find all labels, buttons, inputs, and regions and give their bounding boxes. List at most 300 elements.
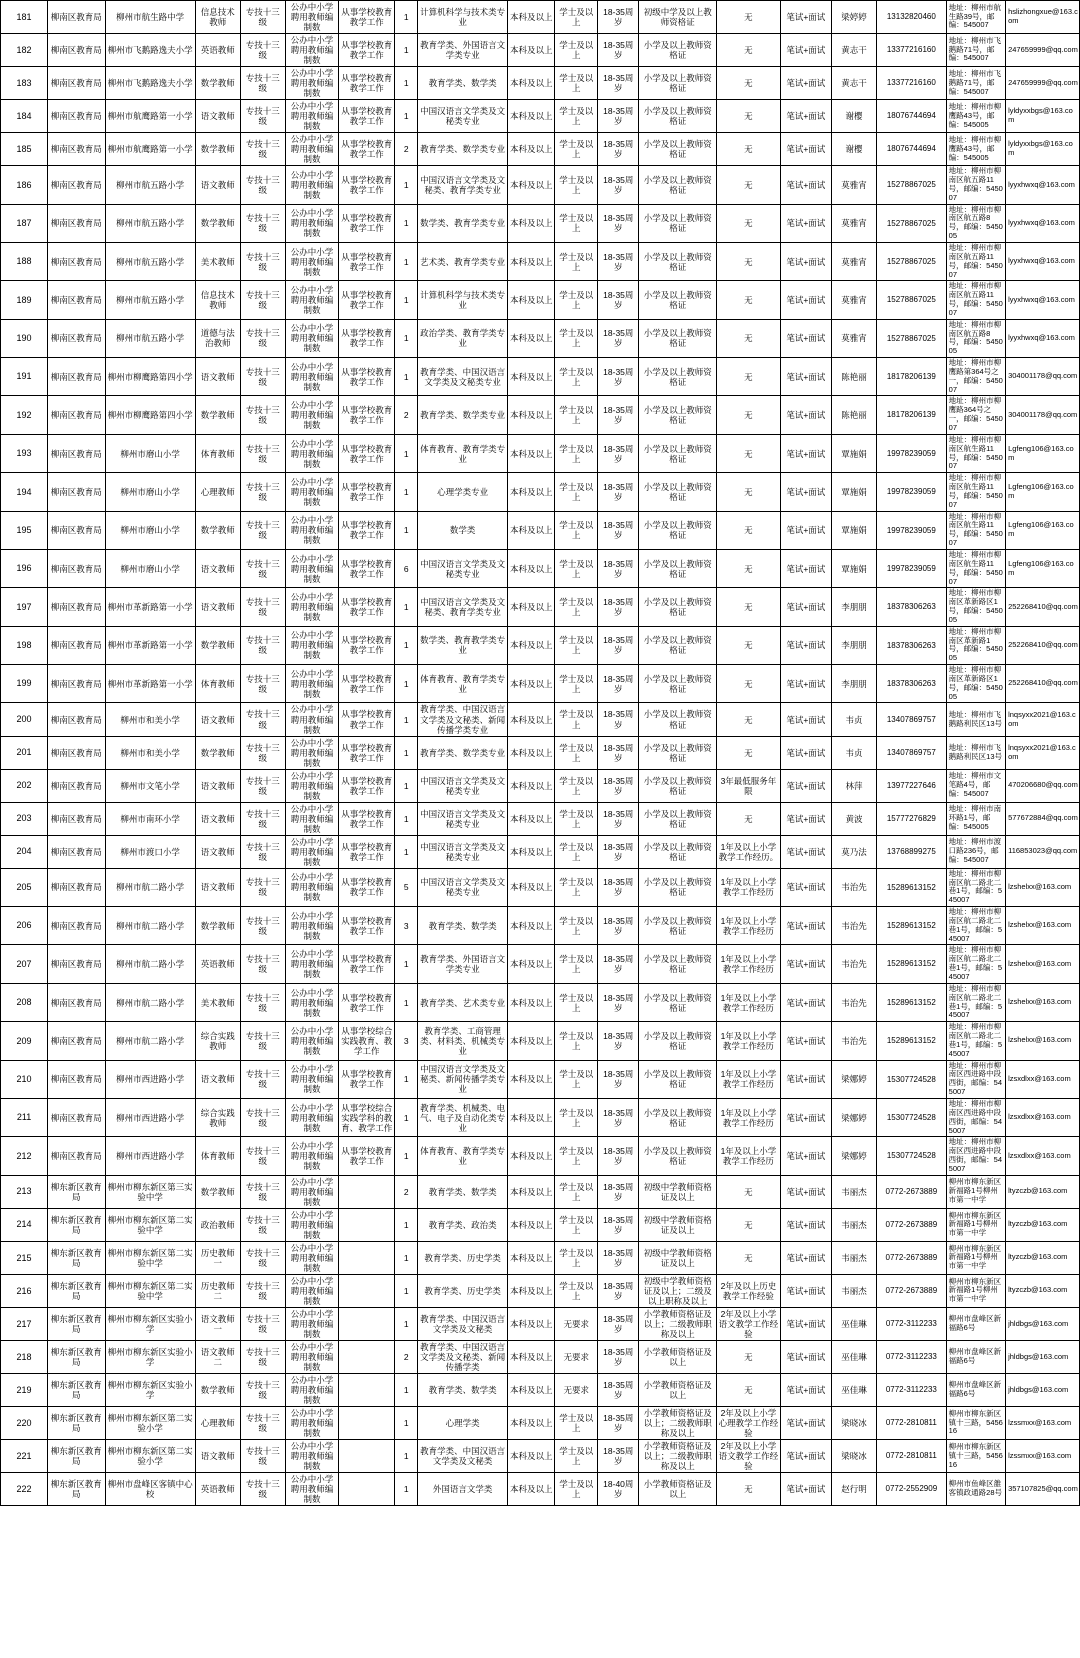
cell-unit: 柳州市飞鹅路逸夫小学	[105, 34, 195, 67]
cell-other: 无	[717, 1208, 781, 1241]
cell-phone: 15278867025	[877, 281, 947, 319]
cell-major: 教育学类、数学类	[417, 1374, 507, 1407]
table-row	[1, 1098, 1080, 1136]
cell-major: 教育学类、工商管理类、材料类、机械类专业	[417, 1022, 507, 1060]
cell-age: 18-35周岁	[598, 1274, 639, 1307]
cell-contact: 林萍	[831, 769, 876, 802]
cell-brief	[339, 1241, 395, 1274]
table-row	[1, 1274, 1080, 1307]
cell-grade: 专技十三级	[240, 204, 285, 242]
cell-age: 18-35周岁	[598, 868, 639, 906]
cell-dept: 柳东新区教育局	[48, 1473, 105, 1506]
cell-other: 无	[717, 736, 781, 769]
cell-no: 188	[1, 242, 48, 280]
cell-exam: 笔试+面试	[780, 67, 831, 100]
cell-brief: 从事学校教育教学工作	[339, 983, 395, 1021]
cell-mail: Lgfeng106@163.com	[1006, 511, 1080, 549]
cell-brief: 从事学校教育教学工作	[339, 133, 395, 166]
cell-addr: 地址：柳州市柳南区革新路区1号，邮编：545005	[946, 665, 1005, 703]
cell-degree: 无要求	[555, 1307, 598, 1340]
cell-num: 1	[395, 166, 418, 204]
cell-mail: 357107825@qq.com	[1006, 1473, 1080, 1506]
cell-unit: 柳州市柳东新区第二实验小学	[105, 1440, 195, 1473]
cell-dept: 柳东新区教育局	[48, 1208, 105, 1241]
cell-post: 语文教师	[195, 868, 240, 906]
cell-exam: 笔试+面试	[780, 665, 831, 703]
cell-exam: 笔试+面试	[780, 1137, 831, 1175]
cell-cat: 公办中小学聘用教师编制数	[285, 434, 338, 472]
cell-num: 1	[395, 473, 418, 511]
cell-edu: 本科及以上	[508, 802, 555, 835]
cell-unit: 柳州市航五路小学	[105, 204, 195, 242]
cell-cert: 小学教师资格证及以上；二级教师职称及以上	[639, 1307, 717, 1340]
cell-grade: 专技十三级	[240, 1098, 285, 1136]
cell-grade: 专技十三级	[240, 769, 285, 802]
cell-cat: 公办中小学聘用教师编制数	[285, 1440, 338, 1473]
cell-exam: 笔试+面试	[780, 1241, 831, 1274]
cell-no: 203	[1, 802, 48, 835]
cell-contact: 李朋朋	[831, 588, 876, 626]
cell-mail: lyyxhwxq@163.com	[1006, 204, 1080, 242]
cell-no: 194	[1, 473, 48, 511]
cell-major: 中国汉语言文学类及文秘类专业	[417, 769, 507, 802]
cell-degree: 学士及以上	[555, 511, 598, 549]
cell-major: 中国汉语言文学类及文秘类、教育学类专业	[417, 166, 507, 204]
cell-degree: 学士及以上	[555, 945, 598, 983]
table-row	[1, 1060, 1080, 1098]
cell-grade: 专技十三级	[240, 319, 285, 357]
cell-grade: 专技十三级	[240, 242, 285, 280]
table-row	[1, 511, 1080, 549]
cell-dept: 柳东新区教育局	[48, 1274, 105, 1307]
cell-other: 无	[717, 588, 781, 626]
cell-age: 18-35周岁	[598, 983, 639, 1021]
cell-cat: 公办中小学聘用教师编制数	[285, 1, 338, 34]
cell-mail: ltyzczb@163.com	[1006, 1241, 1080, 1274]
cell-post: 数学教师	[195, 1175, 240, 1208]
cell-major: 中国汉语言文学类及文秘类专业	[417, 835, 507, 868]
cell-exam: 笔试+面试	[780, 1340, 831, 1373]
cell-no: 181	[1, 1, 48, 34]
cell-contact: 巫佳琳	[831, 1374, 876, 1407]
cell-num: 1	[395, 1241, 418, 1274]
cell-addr: 地址：柳州市柳南区航生路11号，邮编：545007	[946, 549, 1005, 587]
cell-post: 语文教师	[195, 769, 240, 802]
cell-mail: ltyzczb@163.com	[1006, 1175, 1080, 1208]
cell-degree: 学士及以上	[555, 396, 598, 434]
cell-brief: 从事学校教育教学工作	[339, 802, 395, 835]
cell-cat: 公办中小学聘用教师编制数	[285, 281, 338, 319]
cell-addr: 柳州市柳东新区新福路1号柳州市第一中学	[946, 1241, 1005, 1274]
cell-brief: 从事学校教育教学工作	[339, 703, 395, 736]
cell-major: 体育教育、教育学类专业	[417, 434, 507, 472]
cell-edu: 本科及以上	[508, 868, 555, 906]
cell-grade: 专技十三级	[240, 67, 285, 100]
cell-edu: 本科及以上	[508, 703, 555, 736]
cell-grade: 专技十三级	[240, 1022, 285, 1060]
cell-num: 1	[395, 434, 418, 472]
cell-cat: 公办中小学聘用教师编制数	[285, 1241, 338, 1274]
cell-brief: 从事学校教育教学工作	[339, 319, 395, 357]
cell-cert: 小学教师资格证及以上；二级教师职称及以上	[639, 1440, 717, 1473]
cell-exam: 笔试+面试	[780, 802, 831, 835]
cell-addr: 地址：柳州市柳南区航五路8号，邮编：545005	[946, 319, 1005, 357]
cell-exam: 笔试+面试	[780, 434, 831, 472]
cell-unit: 柳州市磨山小学	[105, 549, 195, 587]
cell-num: 1	[395, 945, 418, 983]
cell-contact: 韦治先	[831, 945, 876, 983]
cell-cert: 初级中学及以上教师资格证	[639, 1, 717, 34]
cell-num: 1	[395, 67, 418, 100]
cell-unit: 柳州市航五路小学	[105, 281, 195, 319]
cell-edu: 本科及以上	[508, 1440, 555, 1473]
cell-post: 政治教师	[195, 1208, 240, 1241]
cell-post: 道德与法治教师	[195, 319, 240, 357]
cell-contact: 赵行明	[831, 1473, 876, 1506]
cell-cat: 公办中小学聘用教师编制数	[285, 358, 338, 396]
cell-age: 18-35周岁	[598, 1098, 639, 1136]
cell-cat: 公办中小学聘用教师编制数	[285, 1473, 338, 1506]
cell-grade: 专技十三级	[240, 1440, 285, 1473]
cell-num: 1	[395, 703, 418, 736]
cell-no: 204	[1, 835, 48, 868]
cell-no: 200	[1, 703, 48, 736]
cell-cat: 公办中小学聘用教师编制数	[285, 204, 338, 242]
cell-unit: 柳州市渡口小学	[105, 835, 195, 868]
table-row	[1, 1374, 1080, 1407]
cell-dept: 柳南区教育局	[48, 511, 105, 549]
cell-cert: 小学及以上教师资格证	[639, 281, 717, 319]
cell-age: 18-35周岁	[598, 1374, 639, 1407]
cell-phone: 13132820460	[877, 1, 947, 34]
cell-major: 教育学类、数学类专业	[417, 133, 507, 166]
cell-grade: 专技十三级	[240, 434, 285, 472]
cell-dept: 柳南区教育局	[48, 588, 105, 626]
cell-edu: 本科及以上	[508, 1098, 555, 1136]
cell-num: 1	[395, 358, 418, 396]
cell-post: 历史教师一	[195, 1241, 240, 1274]
cell-degree: 学士及以上	[555, 802, 598, 835]
cell-dept: 柳南区教育局	[48, 945, 105, 983]
cell-dept: 柳南区教育局	[48, 1098, 105, 1136]
cell-post: 语文教师二	[195, 1340, 240, 1373]
cell-mail: 247659999@qq.com	[1006, 34, 1080, 67]
cell-post: 综合实践教师	[195, 1098, 240, 1136]
cell-addr: 柳州市鱼峰区雒客镇政通路28号	[946, 1473, 1005, 1506]
cell-exam: 笔试+面试	[780, 626, 831, 664]
cell-major: 教育学类、历史学类	[417, 1274, 507, 1307]
cell-brief: 从事学校教育教学工作	[339, 736, 395, 769]
cell-mail: lnqsyxx2021@163.com	[1006, 736, 1080, 769]
cell-num: 1	[395, 1274, 418, 1307]
cell-post: 历史教师二	[195, 1274, 240, 1307]
cell-num: 1	[395, 1, 418, 34]
cell-num: 2	[395, 1340, 418, 1373]
cell-cat: 公办中小学聘用教师编制数	[285, 1274, 338, 1307]
cell-major: 教育学类、数学类专业	[417, 736, 507, 769]
cell-phone: 18378306263	[877, 626, 947, 664]
cell-unit: 柳州市柳东新区第二实验中学	[105, 1274, 195, 1307]
cell-unit: 柳州市磨山小学	[105, 473, 195, 511]
cell-contact: 莫雅宵	[831, 242, 876, 280]
cell-brief: 从事学校教育教学工作	[339, 100, 395, 133]
cell-no: 196	[1, 549, 48, 587]
cell-exam: 笔试+面试	[780, 511, 831, 549]
cell-major: 教育学类、数学类	[417, 1175, 507, 1208]
cell-brief: 从事学校教育教学工作	[339, 166, 395, 204]
cell-grade: 专技十三级	[240, 1060, 285, 1098]
cell-edu: 本科及以上	[508, 626, 555, 664]
cell-cat: 公办中小学聘用教师编制数	[285, 1407, 338, 1440]
cell-brief: 从事学校教育教学工作	[339, 281, 395, 319]
cell-major: 中国汉语言文学类及文秘类专业	[417, 868, 507, 906]
cell-other: 无	[717, 511, 781, 549]
cell-grade: 专技十三级	[240, 1374, 285, 1407]
cell-mail: 304001178@qq.com	[1006, 396, 1080, 434]
cell-num: 3	[395, 907, 418, 945]
cell-contact: 覃施娟	[831, 434, 876, 472]
cell-grade: 专技十三级	[240, 1407, 285, 1440]
cell-exam: 笔试+面试	[780, 1274, 831, 1307]
cell-brief	[339, 1208, 395, 1241]
cell-major: 数学类、教育学类专业	[417, 204, 507, 242]
cell-phone: 15289613152	[877, 907, 947, 945]
cell-phone: 15289613152	[877, 983, 947, 1021]
cell-age: 18-35周岁	[598, 1137, 639, 1175]
cell-num: 1	[395, 511, 418, 549]
cell-exam: 笔试+面试	[780, 1307, 831, 1340]
cell-dept: 柳南区教育局	[48, 1022, 105, 1060]
cell-age: 18-35周岁	[598, 319, 639, 357]
cell-phone: 15289613152	[877, 868, 947, 906]
cell-addr: 地址：柳州市文笔路4号，邮编：545007	[946, 769, 1005, 802]
cell-grade: 专技十三级	[240, 1208, 285, 1241]
cell-mail: Lgfeng106@163.com	[1006, 473, 1080, 511]
cell-other: 无	[717, 549, 781, 587]
cell-age: 18-35周岁	[598, 1407, 639, 1440]
cell-addr: 柳州市盘峰区新福路6号	[946, 1307, 1005, 1340]
cell-post: 语文教师	[195, 703, 240, 736]
cell-addr: 地址：柳州市柳南区航五路8号，邮编：545005	[946, 204, 1005, 242]
cell-exam: 笔试+面试	[780, 1440, 831, 1473]
cell-unit: 柳州市柳东新区第二实验中学	[105, 1208, 195, 1241]
table-row	[1, 868, 1080, 906]
cell-addr: 地址：柳州市柳南区革新路1号，邮编：545005	[946, 626, 1005, 664]
cell-other: 无	[717, 358, 781, 396]
cell-unit: 柳州市柳东新区第二实验中学	[105, 1241, 195, 1274]
cell-num: 5	[395, 868, 418, 906]
cell-edu: 本科及以上	[508, 945, 555, 983]
cell-age: 18-35周岁	[598, 1241, 639, 1274]
cell-cat: 公办中小学聘用教师编制数	[285, 736, 338, 769]
cell-age: 18-35周岁	[598, 1340, 639, 1373]
cell-other: 2年及以上小学语文教学工作经验	[718, 1308, 779, 1339]
cell-unit: 柳州市航五路小学	[105, 242, 195, 280]
cell-major: 计算机科学与技术类专业	[417, 281, 507, 319]
cell-unit: 柳州市航二路小学	[105, 945, 195, 983]
cell-num: 2	[395, 1175, 418, 1208]
cell-other: 无	[717, 1175, 781, 1208]
cell-brief: 从事学校教育教学工作	[339, 34, 395, 67]
cell-brief: 从事学校教育教学工作	[339, 835, 395, 868]
cell-no: 205	[1, 868, 48, 906]
cell-unit: 柳州市柳东新区第二实验小学	[105, 1407, 195, 1440]
cell-mail: lzsxdlxx@163.com	[1006, 1137, 1080, 1175]
cell-major: 体育教育、教育学类专业	[417, 665, 507, 703]
cell-age: 18-35周岁	[598, 802, 639, 835]
cell-major: 中国汉语言文学类及文秘类、教育学类专业	[417, 588, 507, 626]
cell-dept: 柳东新区教育局	[48, 1407, 105, 1440]
table-row	[1, 34, 1080, 67]
table-row	[1, 703, 1080, 736]
cell-phone: 0772-3112233	[877, 1340, 947, 1373]
cell-post: 语文教师	[195, 1440, 240, 1473]
cell-mail: Lgfeng106@163.com	[1006, 434, 1080, 472]
cell-unit: 柳州市航二路小学	[105, 1022, 195, 1060]
cell-grade: 专技十三级	[240, 166, 285, 204]
cell-phone: 15289613152	[877, 945, 947, 983]
cell-num: 1	[395, 281, 418, 319]
cell-cert: 小学及以上教师资格证	[639, 100, 717, 133]
cell-phone: 0772-3112233	[877, 1307, 947, 1340]
cell-contact: 韦贞	[831, 703, 876, 736]
cell-contact: 韦治先	[831, 907, 876, 945]
cell-addr: 地址：柳州市柳鹰路43号，邮编：545005	[946, 133, 1005, 166]
cell-addr: 地址：柳州市南环路1号，邮编：545005	[946, 802, 1005, 835]
cell-contact: 陈艳丽	[831, 396, 876, 434]
cell-edu: 本科及以上	[508, 100, 555, 133]
cell-contact: 巫佳琳	[831, 1307, 876, 1340]
cell-degree: 学士及以上	[555, 1241, 598, 1274]
cell-edu: 本科及以上	[508, 1060, 555, 1098]
cell-edu: 本科及以上	[508, 67, 555, 100]
cell-phone: 15278867025	[877, 319, 947, 357]
cell-addr: 柳州市柳东新区新福路1号柳州市第一中学	[946, 1175, 1005, 1208]
cell-degree: 学士及以上	[555, 549, 598, 587]
cell-edu: 本科及以上	[508, 1241, 555, 1274]
table-row	[1, 319, 1080, 357]
table-row	[1, 983, 1080, 1021]
cell-cert: 小学教师资格证及以上	[639, 1340, 717, 1373]
cell-age: 18-35周岁	[598, 1022, 639, 1060]
cell-unit: 柳州市磨山小学	[105, 511, 195, 549]
cell-exam: 笔试+面试	[780, 473, 831, 511]
cell-contact: 覃施娟	[831, 473, 876, 511]
cell-dept: 柳南区教育局	[48, 983, 105, 1021]
cell-other: 1年及以上小学教学工作经历	[717, 983, 781, 1021]
cell-grade: 专技十三级	[240, 835, 285, 868]
cell-no: 216	[1, 1274, 48, 1307]
cell-grade: 专技十三级	[240, 1137, 285, 1175]
cell-other: 无	[717, 166, 781, 204]
cell-other: 无	[717, 473, 781, 511]
cell-mail: Lgfeng106@163.com	[1006, 549, 1080, 587]
cell-addr: 柳州市柳东新区镇十三路，545616	[946, 1440, 1005, 1473]
cell-cat: 公办中小学聘用教师编制数	[285, 1137, 338, 1175]
cell-exam: 笔试+面试	[780, 1175, 831, 1208]
cell-other: 1年及以上小学教学工作经历	[717, 1098, 781, 1136]
cell-post: 数学教师	[195, 204, 240, 242]
cell-major: 教育学类、数学类	[417, 67, 507, 100]
cell-exam: 笔试+面试	[780, 358, 831, 396]
cell-degree: 学士及以上	[555, 1208, 598, 1241]
cell-unit: 柳州市西进路小学	[105, 1098, 195, 1136]
cell-edu: 本科及以上	[508, 1274, 555, 1307]
cell-mail: lzshelxx@163.com	[1006, 945, 1080, 983]
cell-brief	[339, 1274, 395, 1307]
cell-brief: 从事学校教育教学工作	[339, 242, 395, 280]
cell-edu: 本科及以上	[508, 983, 555, 1021]
cell-other: 无	[717, 281, 781, 319]
cell-dept: 柳南区教育局	[48, 319, 105, 357]
cell-cert: 小学及以上教师资格证	[639, 358, 717, 396]
cell-cert: 初级中学教师资格证及以上	[639, 1208, 717, 1241]
cell-degree: 学士及以上	[555, 1022, 598, 1060]
cell-contact: 韦治先	[831, 1022, 876, 1060]
cell-age: 18-35周岁	[598, 1175, 639, 1208]
cell-age: 18-35周岁	[598, 204, 639, 242]
cell-major: 教育学类、中国汉语言文学类及文秘类	[417, 1307, 507, 1340]
cell-no: 187	[1, 204, 48, 242]
cell-brief: 从事学校教育教学工作	[339, 626, 395, 664]
cell-exam: 笔试+面试	[780, 868, 831, 906]
cell-contact: 李朋朋	[831, 665, 876, 703]
cell-brief: 从事学校教育教学工作	[339, 511, 395, 549]
cell-cat: 公办中小学聘用教师编制数	[285, 67, 338, 100]
cell-brief: 从事学校教育教学工作	[339, 204, 395, 242]
cell-age: 18-35周岁	[598, 1440, 639, 1473]
cell-num: 6	[395, 549, 418, 587]
cell-mail: jhldbgs@163.com	[1006, 1374, 1080, 1407]
cell-post: 信息技术教师	[195, 1, 240, 34]
cell-contact: 谢樱	[831, 133, 876, 166]
cell-brief: 从事学校教育教学工作	[339, 1060, 395, 1098]
cell-major: 教育学类、外国语言文学类专业	[417, 945, 507, 983]
cell-cat: 公办中小学聘用教师编制数	[285, 1175, 338, 1208]
cell-phone: 15307724528	[877, 1137, 947, 1175]
cell-other: 1年及以上小学教学工作经历	[717, 1022, 781, 1060]
cell-exam: 笔试+面试	[780, 319, 831, 357]
cell-edu: 本科及以上	[508, 1022, 555, 1060]
cell-dept: 柳南区教育局	[48, 549, 105, 587]
cell-cat: 公办中小学聘用教师编制数	[285, 588, 338, 626]
cell-grade: 专技十三级	[240, 34, 285, 67]
cell-exam: 笔试+面试	[780, 281, 831, 319]
cell-grade: 专技十三级	[240, 802, 285, 835]
cell-grade: 专技十三级	[240, 473, 285, 511]
cell-contact: 莫乃法	[831, 835, 876, 868]
cell-major: 中国汉语言文学类及文秘类专业	[417, 802, 507, 835]
cell-grade: 专技十三级	[240, 1307, 285, 1340]
cell-degree: 学士及以上	[555, 34, 598, 67]
cell-brief: 从事学校教育教学工作	[339, 1137, 395, 1175]
cell-addr: 地址：柳州市柳鹰路第364号之一，邮编：545007	[946, 358, 1005, 396]
cell-cert: 小学及以上教师资格证	[639, 907, 717, 945]
cell-phone: 13377216160	[877, 67, 947, 100]
cell-mail: 116853023@qq.com	[1006, 835, 1080, 868]
cell-grade: 专技十三级	[240, 983, 285, 1021]
table-row	[1, 945, 1080, 983]
cell-dept: 柳南区教育局	[48, 835, 105, 868]
table-row	[1, 626, 1080, 664]
table-row	[1, 769, 1080, 802]
cell-dept: 柳南区教育局	[48, 133, 105, 166]
cell-contact: 谢樱	[831, 100, 876, 133]
cell-cat: 公办中小学聘用教师编制数	[285, 473, 338, 511]
cell-age: 18-35周岁	[598, 473, 639, 511]
cell-degree: 学士及以上	[555, 588, 598, 626]
cell-edu: 本科及以上	[508, 769, 555, 802]
